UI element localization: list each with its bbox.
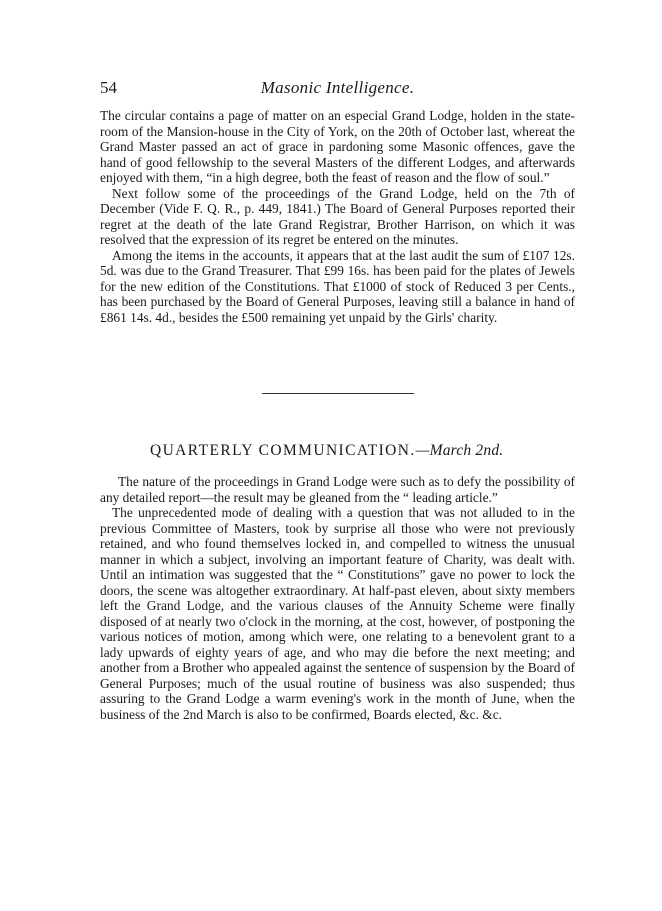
section-date: —March 2nd. [415,442,504,459]
section-divider [262,393,414,394]
paragraph-nature: The nature of the proceedings in Grand Lodge were such as to defy the possibility of any detailed report—the result may be gleaned from the “ leading article.” [100,474,575,505]
running-head [100,78,575,102]
paragraph-unprecedented: The unprecedented mode of dealing with a question that was not alluded to in the previous Committee of Masters, took by surprise all those who were not previously retained, and who found themselves locked in, and compelled to witness the unusual manner in which a subject, involving an important feature of Charity, was dealt with. Until an intimation was suggested that the “ Constitutions” gave no power to lock the doors, the scene was altogether extraordinary. At half-past eleven, about sixty members left the Grand Lodge, and the various clauses of the Annuity Scheme were finally disposed of at nearly two o'clock in the morning, at the cost, however, of postponing the various notices of motion, among which were, one relating to a benevolent grant to a lady upwards of eighty years of age, and who may die before the next meeting; and another from a Brother who appealed against the sentence of suspension by the Board of General Purposes; much of the usual routine of business was also suspended; thus assuring to the Grand Lodge a warm evening's work in the month of June, when the business of the 2nd March is also to be confirmed, Boards elected, &c. &c. [100,505,575,722]
page [100,78,575,722]
running-title: Masonic Intelligence. [260,78,415,97]
paragraph-proceedings: Next follow some of the proceedings of the Grand Lodge, held on the 7th of December (Vide F. Q. R., p. 449, 1841.) The Board of General Purposes reported their regret at the death of the late Grand Registrar, Brother Harrison, on which it was resolved that the expression of its regret be entered on the minutes. [100,185,575,247]
page-number: 54 [100,78,117,97]
section-text [100,474,575,722]
section-title: QUARTERLY COMMUNICATION. [150,442,416,459]
paragraph-accounts: Among the items in the accounts, it appears that at the last audit the sum of £107 12s. 5d. was due to the Grand Treasurer. That £99 16s. has been paid for the plates of Jewels for the new edition of the Constitutions. That £1000 of stock of Reduced 3 per Cents., has been purchased by the Board of General Purposes, leaving still a balance in hand of £861 14s. 4d., besides the £500 remaining yet unpaid by the Girls' charity. [100,247,575,325]
opening-text [100,108,575,325]
paragraph-circular: The circular contains a page of matter on an especial Grand Lodge, holden in the state-room of the Mansion-house in the City of York, on the 20th of October last, whereat the Grand Master passed an act of grace in pardoning some Masonic offences, gave the hand of good fellowship to the several Masters of the different Lodges, and afterwards enjoyed with them, “in a high degree, both the feast of reason and the flow of soul.” [100,108,575,185]
section-heading [100,442,575,460]
